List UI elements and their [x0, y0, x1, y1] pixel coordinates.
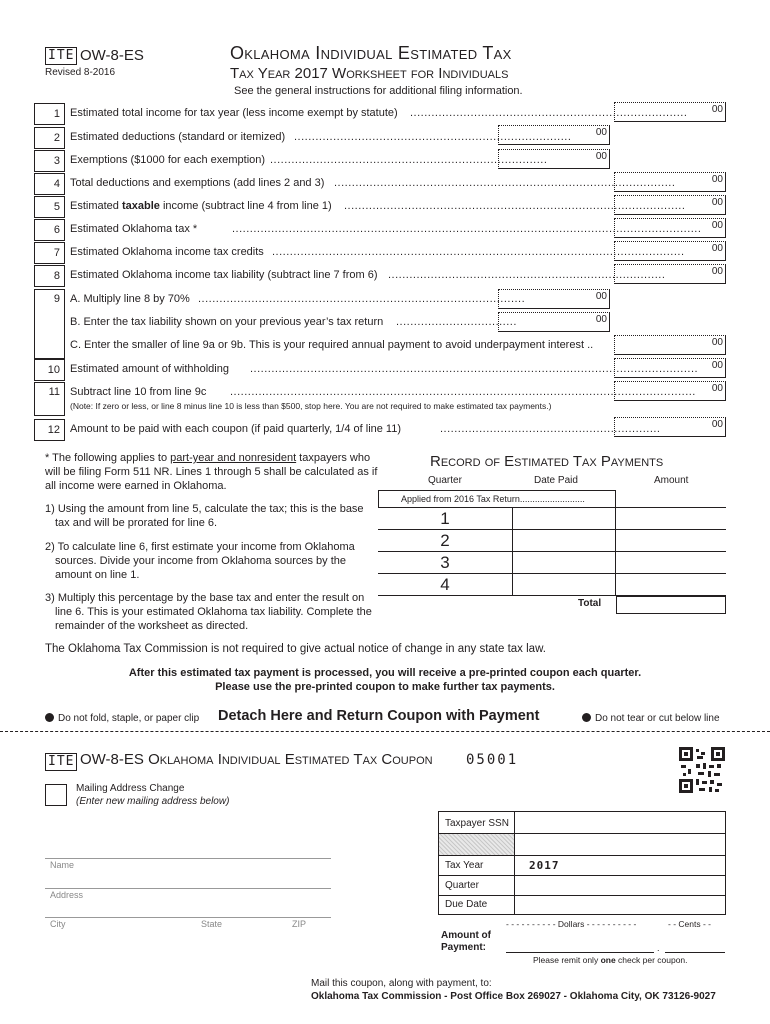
- date-paid-field[interactable]: [513, 530, 616, 552]
- line-text-post: income (subtract line 4 from line 1): [159, 200, 332, 212]
- cents-suffix: 00: [711, 104, 723, 115]
- line-text-bold: taxable: [121, 200, 160, 212]
- city-label: City: [50, 919, 66, 929]
- cents-suffix: 00: [711, 243, 723, 254]
- cents-suffix: 00: [711, 419, 723, 430]
- line-number: 5: [34, 196, 65, 218]
- state-label: State: [201, 919, 223, 929]
- total-label: Total: [578, 598, 602, 609]
- line-number: 9: [34, 289, 65, 359]
- leader-dots: ..............................................................................: [294, 131, 572, 143]
- line-6-amount-field[interactable]: [614, 218, 726, 238]
- line-11-amount-field[interactable]: [614, 381, 726, 401]
- line-number: 10: [34, 359, 65, 381]
- record-title: Record of Estimated Tax Payments: [430, 453, 664, 470]
- detach-right-note: [582, 713, 720, 724]
- cents-suffix: 00: [711, 197, 723, 208]
- leader-dots: ................................................................................................: [344, 200, 686, 212]
- leader-dots: ..................................: [396, 316, 517, 328]
- line-text: Estimated Oklahoma income tax liability (subtract line 7 from 6): [70, 269, 378, 281]
- record-row-q4: [378, 574, 726, 596]
- part-year-note: [45, 451, 380, 493]
- address-input[interactable]: [45, 870, 331, 888]
- amount-field[interactable]: [616, 552, 726, 574]
- zip-label: ZIP: [292, 919, 307, 929]
- detach-right-text: Do not tear or cut below line: [595, 713, 720, 724]
- line-number: 6: [34, 219, 65, 241]
- cents-suffix: 00: [711, 337, 723, 348]
- record-row-q3: [378, 552, 726, 574]
- line-text: Exemptions ($1000 for each exemption): [70, 154, 266, 166]
- coupon-ite-logo: ITE: [45, 753, 77, 771]
- applied-from-row: [378, 490, 616, 508]
- line-number: 7: [34, 242, 65, 264]
- general-instructions: See the general instructions for additional filing information.: [234, 85, 523, 97]
- cents-suffix: 00: [711, 266, 723, 277]
- note-item-2: 2) To calculate line 6, first estimate your income from Oklahoma sources. Divide your income from Oklahoma sources by the amount on line 1.: [45, 541, 355, 581]
- blank-cell: [515, 834, 725, 856]
- line-text: [70, 200, 332, 212]
- line-number: 11: [34, 382, 65, 416]
- cents-label: - - Cents - -: [668, 919, 711, 929]
- coupon-code: 05001: [466, 752, 519, 768]
- detach-heading: Detach Here and Return Coupon with Payment: [218, 708, 540, 724]
- line-text: Estimated Oklahoma tax *: [70, 223, 198, 235]
- quarter-label: Quarter: [439, 876, 515, 896]
- applied-amount-field[interactable]: [616, 490, 726, 508]
- cents-suffix: 00: [711, 383, 723, 394]
- line-number: 4: [34, 173, 65, 195]
- line-number: 12: [34, 419, 65, 441]
- address-line: [45, 888, 331, 889]
- mailing-change-sublabel: (Enter new mailing address below): [76, 796, 230, 807]
- total-amount-field[interactable]: [616, 596, 726, 614]
- tax-year-value: 2017: [515, 856, 725, 876]
- remit-note: [533, 955, 688, 965]
- name-line: [45, 858, 331, 859]
- record-col-date: Date Paid: [534, 475, 578, 486]
- note-intro-post: taxpayers who will be filing Form 511 NR. Lines 1 through 5 shall be calculated as if all income were earned in Oklahoma.: [45, 452, 378, 492]
- leader-dots: ....................................................................................................................: [272, 246, 685, 258]
- line-9c-text: C. Enter the smaller of line 9a or 9b. This is your required annual payment to avoid underpayment interest ..: [70, 339, 594, 351]
- worksheet-line-5: [34, 196, 686, 218]
- line-number: 2: [34, 127, 65, 149]
- line-4-amount-field[interactable]: [614, 172, 726, 192]
- bullet-icon: [582, 713, 591, 722]
- line-12-amount-field[interactable]: [614, 417, 726, 437]
- line-3-amount-field[interactable]: [498, 149, 610, 169]
- detach-left-note: [45, 713, 199, 724]
- ssn-label: Taxpayer SSN: [439, 812, 515, 834]
- mailing-address-change-checkbox[interactable]: [45, 784, 67, 806]
- payment-dollars-input[interactable]: [506, 933, 654, 953]
- applied-label: Applied from 2016 Tax Return: [401, 494, 520, 504]
- worksheet-line-7: [34, 242, 685, 264]
- record-row-q1: [378, 508, 726, 530]
- note-item-3: 3) Multiply this percentage by the base tax and enter the result on line 6. This is your estimated Oklahoma tax liability. Complete the remainder of the worksheet as directed.: [45, 592, 372, 632]
- detach-line[interactable]: [0, 731, 770, 732]
- leader-dots: ..........................: [519, 494, 585, 504]
- worksheet-line-10: [34, 359, 699, 381]
- record-row-q2: [378, 530, 726, 552]
- mail-instructions: Mail this coupon, along with payment, to:: [311, 978, 492, 989]
- quarter-number: 2: [378, 530, 513, 552]
- worksheet-line-4: [34, 173, 676, 195]
- line-text: Total deductions and exemptions (add lines 2 and 3): [70, 177, 325, 189]
- line-10-amount-field[interactable]: [614, 358, 726, 378]
- line-number: 1: [34, 103, 65, 125]
- record-col-amount: Amount: [654, 475, 689, 486]
- coupon-info-table: [438, 811, 726, 915]
- remit-post: check per coupon.: [615, 955, 688, 965]
- notice-text: The Oklahoma Tax Commission is not required to give actual notice of change in any state tax law.: [45, 643, 546, 655]
- cents-suffix: 00: [595, 151, 607, 162]
- city-state-zip-input[interactable]: [45, 899, 331, 917]
- revised-date: Revised 8-2016: [45, 67, 116, 78]
- leader-dots: ..............................................................................: [410, 107, 688, 119]
- leader-dots: ..............................................................: [440, 423, 661, 435]
- cents-suffix: 00: [595, 291, 607, 302]
- worksheet-line-12: [34, 419, 661, 441]
- record-col-quarter: Quarter: [428, 475, 462, 486]
- cents-suffix: 00: [595, 127, 607, 138]
- quarter-number: 3: [378, 552, 513, 574]
- line-text: Estimated amount of withholding: [70, 363, 229, 375]
- leader-dots: ....................................................................................................................................: [232, 223, 702, 235]
- line-1-amount-field[interactable]: [614, 102, 726, 122]
- leader-dots: ..............................................................................: [388, 269, 666, 281]
- leader-dots: ..............................................................................................................................: [250, 363, 699, 375]
- form-code: OW-8-ES: [80, 47, 144, 64]
- cents-suffix: 00: [711, 174, 723, 185]
- quarter-value-field[interactable]: [515, 876, 725, 896]
- leader-dots: ...................................................................................................................................: [230, 386, 696, 398]
- address-label: Address: [50, 890, 84, 900]
- ite-logo: ITE: [45, 47, 77, 65]
- note-intro-pre: * The following applies to: [45, 452, 171, 464]
- qr-code-icon: [679, 747, 725, 793]
- line-text: Estimated total income for tax year (less income exempt by statute): [70, 107, 398, 119]
- leader-dots: ................................................................................................: [334, 177, 676, 189]
- cents-suffix: 00: [711, 360, 723, 371]
- preprinted-notice: Please use the pre-printed coupon to make further tax payments.: [215, 681, 555, 693]
- amount-of-label: Amount of: [441, 930, 491, 941]
- city-line: [45, 917, 331, 918]
- line-7-amount-field[interactable]: [614, 241, 726, 261]
- date-paid-field[interactable]: [513, 574, 616, 596]
- processed-notice: After this estimated tax payment is processed, you will receive a pre-printed coupon each quarter.: [128, 667, 642, 679]
- name-label: Name: [50, 860, 75, 870]
- line-9a-amount-field[interactable]: [498, 289, 610, 309]
- due-date-label: Due Date: [439, 896, 515, 914]
- remit-pre: Please remit only: [533, 955, 601, 965]
- line-8-amount-field[interactable]: [614, 264, 726, 284]
- amount-field[interactable]: [616, 574, 726, 596]
- bullet-icon: [45, 713, 54, 722]
- line-number: 3: [34, 150, 65, 172]
- line-9b-text: B. Enter the tax liability shown on your previous year’s tax return: [70, 316, 384, 328]
- quarter-number: 1: [378, 508, 513, 530]
- date-paid-field[interactable]: [513, 552, 616, 574]
- line-text: Estimated Oklahoma income tax credits: [70, 246, 264, 258]
- worksheet-line-6: [34, 219, 702, 241]
- amount-field[interactable]: [616, 508, 726, 530]
- line-11-note: (Note: If zero or less, or line 8 minus line 10 is less than $500, stop here. You are not required to make estimated tax payments.): [70, 401, 552, 411]
- line-text: Amount to be paid with each coupon (if paid quarterly, 1/4 of line 11): [70, 423, 402, 435]
- quarter-number: 4: [378, 574, 513, 596]
- coupon-title: OW-8-ES Oklahoma Individual Estimated Tax Coupon: [80, 751, 433, 768]
- line-number: 8: [34, 265, 65, 287]
- page-subtitle: Tax Year 2017 Worksheet for Individuals: [230, 65, 509, 82]
- worksheet-line-1: [34, 103, 688, 125]
- note-item-1: 1) Using the amount from line 5, calculate the tax; this is the base tax and will be prorated for line 6.: [45, 503, 364, 529]
- leader-dots: ..............................................................................: [270, 154, 548, 166]
- name-input[interactable]: [45, 840, 331, 858]
- line-9a-text: A. Multiply line 8 by 70%: [70, 293, 190, 305]
- detach-left-text: Do not fold, staple, or paper clip: [58, 713, 200, 724]
- line-text: Estimated deductions (standard or itemized): [70, 131, 286, 143]
- worksheet-line-8: [34, 265, 666, 287]
- dollars-label: - - - - - - - - - - Dollars - - - - - - - - - -: [506, 919, 637, 929]
- payment-cents-input[interactable]: [665, 933, 725, 953]
- tax-year-label: Tax Year: [439, 856, 515, 876]
- mail-address: Oklahoma Tax Commission - Post Office Box 269027 - Oklahoma City, OK 73126-9027: [311, 991, 716, 1002]
- line-2-amount-field[interactable]: [498, 125, 610, 145]
- line-text-pre: Estimated: [70, 200, 122, 212]
- amount-field[interactable]: [616, 530, 726, 552]
- shaded-cell: [439, 834, 515, 856]
- cents-suffix: 00: [711, 220, 723, 231]
- line-9c-amount-field[interactable]: [614, 335, 726, 355]
- line-5-amount-field[interactable]: [614, 195, 726, 215]
- mailing-change-label: Mailing Address Change: [76, 783, 185, 794]
- note-intro-underline: part-year and nonresident: [170, 452, 297, 464]
- due-date-value-field[interactable]: [515, 896, 725, 914]
- line-9b-amount-field[interactable]: [498, 312, 610, 332]
- cents-suffix: 00: [595, 314, 607, 325]
- page-title: Oklahoma Individual Estimated Tax: [230, 43, 512, 63]
- date-paid-field[interactable]: [513, 508, 616, 530]
- decimal-separator: .: [657, 943, 660, 953]
- record-table: [378, 490, 726, 614]
- line-11-text: Subtract line 10 from line 9c: [70, 386, 207, 398]
- ssn-input[interactable]: [515, 812, 725, 834]
- leader-dots: ............................................................................................: [198, 293, 526, 305]
- remit-bold: one: [600, 955, 616, 965]
- payment-label: Payment:: [441, 942, 487, 953]
